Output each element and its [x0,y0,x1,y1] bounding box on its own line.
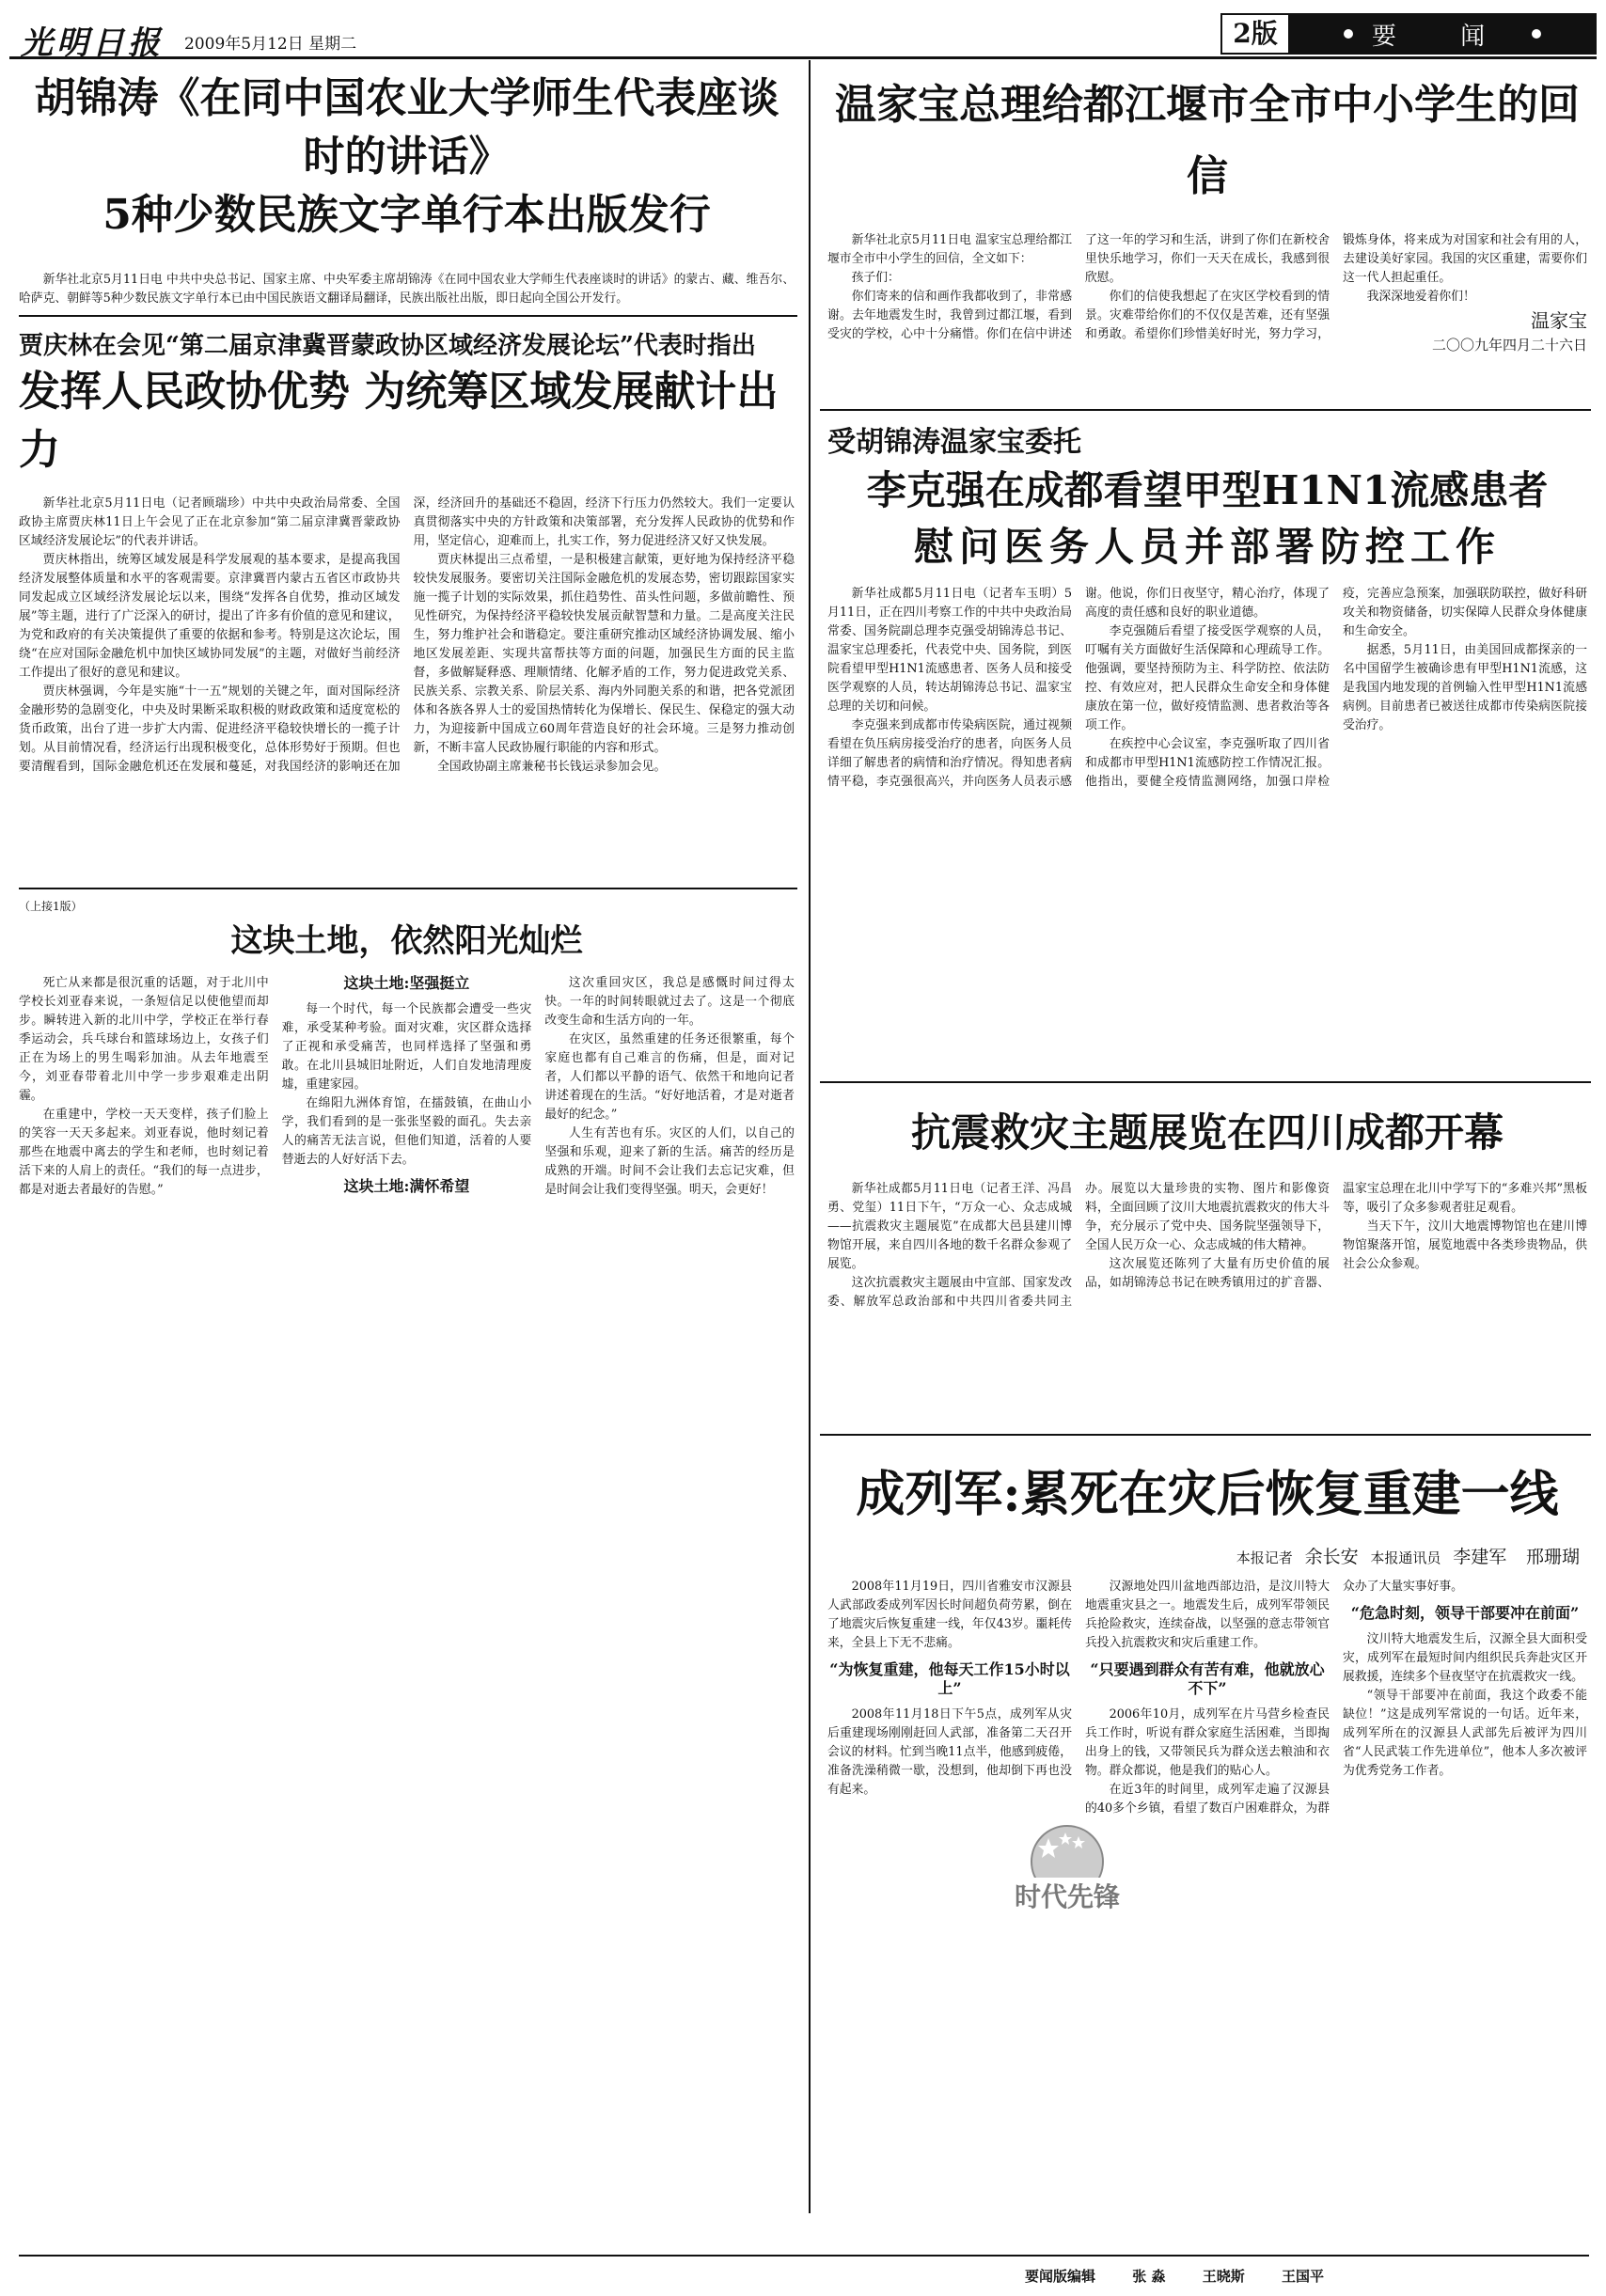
article-cheng-p6: 汶川特大地震发生后，汉源全县大面积受灾，成列军在最短时间内组织民兵奔赴灾区开展救援，连续多个昼夜坚守在抗震救灾一线。 [1343,1632,1587,1684]
article-expo-p1: 新华社成都5月11日电（记者王洋、冯昌勇、党玺）11日下午，“万众一心、众志成城——抗震救灾主题展览”在成都大邑县建川博物馆开展，来自四川各地的数千名群众参观了展览。 [827,1182,1072,1271]
article-land-p4: 在绵阳九洲体育馆，在擂鼓镇，在曲山小学，我们看到的是一张张坚毅的面孔。失去亲人的痛苦无法言说，但他们知道，活着的人要替逝去的人好好活下去。 [281,1096,532,1167]
column-divider [809,60,811,2213]
article-land-p5: 这次重回灾区，我总是感慨时间过得太快。一年的时间转眼就过去了。这是一个彻底改变生命和生活方向的一年。 [544,976,795,1028]
article-cheng-subhead-2: “只要遇到群众有苦有难，他就放心不下” [1090,1660,1325,1697]
article-wen [827,70,1587,399]
article-land-p6: 在灾区，虽然重建的任务还很繁重，每个家庭也都有自己难言的伤痛，但是，面对记者，人们都以平静的语气、依然干和地向记者讲述着现在的生活。“好好地活着，才是对逝者最好的纪念。” [544,1032,795,1122]
article-expo-p2: 这次抗震救灾主题展由中宣部、国家发改委、解放军总政治部和中共四川省委共同主办。展览以大量珍贵的实物、图片和影像资料，全面回顾了汶川大地震抗震救灾的伟大斗争，充分展示了党中央、国务院坚强领导下，全国人民万众一心、众志成城的伟大精神。 [827,1182,1330,1309]
article-wen-p3: 你们寄来的信和画作我都收到了，非常感谢。去年地震发生时，我曾到过都江堰，看到受灾的学校，心中十分痛惜。你们在信中讲述了这一年的学习和生活，讲到了你们在新校舍里快乐地学习，你们一天天在成长，我感到很欣慰。 [827,233,1330,341]
issue-date: 2009年5月12日 星期二 [184,35,357,54]
badge-text: 时代先锋 [1014,1881,1121,1912]
era-pioneer-badge-icon [1014,1819,1121,1918]
editor-name: 张 淼 [1132,2268,1166,2285]
article-cheng-p3: 汉源地处四川盆地西部边沿，是汶川特大地震重灾县之一。地震发生后，成列军带领民兵抢险救灾，连续奋战，以坚强的意志带领官兵投入抗震救灾和灾后重建工作。 [1085,1580,1330,1650]
article-li-title-2: 慰问医务人员并部署防控工作 [913,524,1501,570]
article-cheng-subhead-3: “危急时刻，领导干部要冲在前面” [1350,1604,1580,1622]
article-land-title: 这块土地，依然阳光灿烂 [230,922,583,960]
article-jia-p3: 贾庆林强调，今年是实施“十一五”规划的关键之年，面对国际经济金融形势的急剧变化，中央及时果断采取积极的财政政策和适度宽松的货币政策，出台了进一步扩大内需、促进经济平稳较快增长的一揽子计划。从目前情况看，经济运行出现积极变化，总体形势好于预期。但也要清醒看到，国际金融危机还在发展和蔓延，对我国经济的影响还在加深，经济回升的基础还不稳固，经济下行压力仍然较大。我们一定要认真贯彻落实中央的方针政策和决策部署，充分发挥人民政协的优势和作用，坚定信心，迎难而上，扎实工作，努力促进经济又好又快发展。 [19,496,795,774]
article-wen-date: 二〇〇九年四月二十六日 [1431,337,1587,354]
byline-label: 本报记者 [1236,1549,1293,1566]
article-li-kicker: 受胡锦涛温家宝委托 [827,426,1081,459]
article-land-p3: 每一个时代，每一个民族都会遭受一些灾难，承受某种考验。面对灾难，灾区群众选择了正视和承受痛苦，也同样选择了坚强和勇敢。在北川县城旧址附近，人们自发地清理废墟，重建家园。 [281,1002,532,1092]
page-editors [1025,2266,1356,2286]
article-land [19,898,795,2210]
article-jia-p1: 新华社北京5月11日电（记者顾瑞珍）中共中央政治局常委、全国政协主席贾庆林11日上午会见了正在北京参加“第二届京津冀晋蒙政协区域经济发展论坛”的代表并讲话。 [19,496,401,548]
article-expo-title: 抗震救灾主题展览在四川成都开幕 [910,1109,1504,1156]
section-rule [19,888,797,889]
section-rule [820,409,1591,411]
article-li-p4: 在疾控中心会议室，李克强听取了四川省和成都市甲型H1N1流感防控工作情况汇报。他指出，要健全疫情监测网络，加强口岸检疫，完善应急预案，加强联防联控，做好科研攻关和物资储备，切实保障人民群众身体健康和生命安全。 [1085,587,1587,789]
article-jia [19,329,795,879]
byline-name: 邢珊瑚 [1525,1547,1580,1567]
article-jia-p2: 贾庆林指出，统筹区域发展是科学发展观的基本要求，是提高我国经济发展整体质量和水平的客观需要。京津冀晋内蒙古五省区市政协共同发起成立区域经济发展论坛以来，围绕“发挥各自优势，推动区域发展”等主题，进行了广泛深入的研讨，提出了许多有价值的意见和建议，为党和政府的有关决策提供了重要的依据和参考。特别是这次论坛，围绕“在应对国际金融危机中加快区域协同发展”的主题，对做好当前经济工作提出了很好的意见和建议。 [19,553,401,680]
article-land-subhead-1: 这块土地:坚强挺立 [343,974,470,992]
editor-name: 王国平 [1281,2268,1324,2285]
page-number: 2版 [1222,15,1290,53]
byline-label: 本报通讯员 [1370,1549,1441,1566]
article-cheng-p7: “领导干部要冲在前面，我这个政委不能缺位！”这是成列军常说的一句话。近年来，成列军所在的汉源县人武部先后被评为四川省“人民武装工作先进单位”，他本人多次被评为优秀党务工作者。 [1343,1689,1587,1778]
article-hu-title-1: 胡锦涛《在同中国农业大学师生代表座谈时的讲话》 [34,74,779,181]
byline-name: 李建军 [1453,1547,1507,1567]
article-wen-p4: 你们的信使我想起了在灾区学校看到的情景。灾难带给你们的不仅仅是苦难，还有坚强和勇敢。希望你们珍惜美好时光，努力学习，锻炼身体，将来成为对国家和社会有用的人，去建设美好家园。我国的灾区重建，需要你们这一代人担起重任。 [1085,233,1587,341]
article-land-subhead-2: 这块土地:满怀希望 [343,1177,470,1195]
page-indicator [1220,13,1597,55]
newspaper-logo: 光明日报 [21,24,164,62]
section-rule [820,1434,1591,1436]
article-li-title-1: 李克强在成都看望甲型H1N1流感患者 [866,467,1549,513]
article-expo-p4: 当天下午，汶川大地震博物馆也在建川博物馆聚落开馆，展览地震中各类珍贵物品，供社会公众参观。 [1343,1219,1587,1271]
article-wen-p1: 新华社北京5月11日电 温家宝总理给都江堰市全市中小学生的回信，全文如下： [827,233,1072,266]
article-li [827,423,1587,1072]
article-cheng-p4: 2006年10月，成列军在片马营乡检查民兵工作时，听说有群众家庭生活困难，当即掏出身上的钱，又带领民兵为群众送去粮油和衣物。群众都说，他是我们的贴心人。 [1085,1707,1330,1778]
article-land-p2: 在重建中，学校一天天变样，孩子们脸上的笑容一天天多起来。刘亚春说，他时刻记着那些在地震中离去的学生和老师，也时刻记着活下来的人肩上的责任。“我们的每一点进步，都是对逝去者最好的告慰。” [19,1108,269,1197]
article-jia-kicker: 贾庆林在会见“第二届京津冀晋蒙政协区域经济发展论坛”代表时指出 [19,332,756,360]
section-label-box [1290,15,1595,53]
section-rule [19,315,797,317]
article-jia-p5: 全国政协副主席兼秘书长钱运录参加会见。 [437,760,667,774]
article-expo [827,1095,1587,1424]
article-hu-title-2: 5种少数民族文字单行本出版发行 [102,191,711,239]
article-li-p5: 据悉，5月11日，由美国回成都探亲的一名中国留学生被确诊患有甲型H1N1流感，这是我国内地发现的首例输入性甲型H1N1流感病例。目前患者已被送往成都市传染病医院接受治疗。 [1343,643,1587,732]
section-label: 要 闻 [1371,22,1514,51]
article-land-p7: 人生有苦也有乐。灾区的人们，以自己的坚强和乐观，迎来了新的生活。痛苦的经历是成熟的开端。时间不会让我们去忘记灾难，但是时间会让我们变得坚强。明天，会更好！ [544,1126,795,1197]
article-jia-p4: 贾庆林提出三点希望，一是积极建言献策，更好地为保持经济平稳较快发展服务。要密切关注国际金融危机的发展态势，密切跟踪国家实施一揽子计划的实际效果，抓住趋势性、苗头性问题，多做前瞻性、预见性研究，为保持经济平稳较快发展贡献智慧和力量。二是高度关注民生，努力维护社会和谐稳定。要注重研究推动区域经济协调发展、缩小地区发展差距、实现共富帮扶等方面的问题，加强民生方面的民主监督，多做解疑释惑、理顺情绪、化解矛盾的工作，努力促进政党关系、民族关系、宗教关系、阶层关系、海内外同胞关系的和谐，把各党派团体和各族各界人士的爱国热情转化为保增长、保民生、保稳定的强大动力，为迎接新中国成立60周年营造良好的社会环境。三是努力推动创新，不断丰富人民政协履行职能的内容和形式。 [413,553,795,755]
masthead [9,9,1597,62]
bullet-icon [1344,29,1353,39]
bullet-icon [1532,29,1541,39]
article-li-p1: 新华社成都5月11日电（记者车玉明）5月11日，正在四川考察工作的中共中央政治局常委、国务院副总理李克强受胡锦涛总书记、温家宝总理委托，代表党中央、国务院，到医院看望甲型H1N1流感患者、医务人员和接受医学观察的人员，转达胡锦涛总书记、温家宝总理的关切和问候。 [827,587,1072,714]
byline-name: 余长安 [1304,1547,1359,1567]
article-li-p2: 李克强来到成都市传染病医院，通过视频看望在负压病房接受治疗的患者，向医务人员详细了解患者的病情和治疗情况。得知患者病情平稳，李克强很高兴，并向医务人员表示感谢。他说，你们日夜坚守，精心治疗，体现了高度的责任感和良好的职业道德。 [827,587,1330,789]
article-jia-title: 发挥人民政协优势 为统筹区域发展献计出力 [19,368,779,474]
article-cheng-p5: 在近3年的时间里，成列军走遍了汉源县的40多个乡镇，看望了数百户困难群众，为群众办了大量实事好事。 [1085,1580,1463,1816]
article-cheng [827,1453,1587,2205]
article-wen-title: 温家宝总理给都江堰市全市中小学生的回信 [835,81,1580,200]
article-cheng-p2: 2008年11月18日下午5点，成列军从灾后重建现场刚刚赶回人武部，准备第二天召开会议的材料。忙到当晚11点半，他感到疲倦，准备洗澡稍微一歇，没想到，他却倒下再也没有起来。 [827,1707,1072,1797]
article-hu-body: 新华社北京5月11日电 中共中央总书记、国家主席、中央军委主席胡锦涛《在同中国农业大学师生代表座谈时的讲话》的蒙古、藏、维吾尔、哈萨克、朝鲜等5种少数民族文字单行本已由中国民族语文翻译局翻译，民族出版社出版，即日起向全国公开发行。 [19,273,795,306]
editor-name: 王晓斯 [1202,2268,1245,2285]
footer-rule [19,2255,1589,2257]
article-wen-signature: 温家宝 [1531,309,1587,332]
article-cheng-byline [827,1543,1587,1568]
article-expo-p3: 这次展览还陈列了大量有历史价值的展品，如胡锦涛总书记在映秀镇用过的扩音器、温家宝总理在北川中学写下的“多难兴邦”黑板等，吸引了众多参观者驻足观看。 [1085,1182,1587,1290]
editor-label: 要闻版编辑 [1025,2268,1096,2285]
article-li-p3: 李克强随后看望了接受医学观察的人员，叮嘱有关方面做好生活保障和心理疏导工作。他强调，要坚持预防为主、科学防控、依法防控、有效应对，把人民群众生命安全和身体健康放在第一位，做好疫情监测、患者救治等各项工作。 [1085,624,1330,732]
article-cheng-subhead-1: “为恢复重建，他每天工作15小时以上” [829,1660,1070,1697]
article-wen-p2: 孩子们： [851,271,900,285]
article-land-tag: （上接1版） [19,900,83,913]
article-cheng-title: 成列军:累死在灾后恢复重建一线 [856,1466,1559,1523]
article-cheng-p1: 2008年11月19日，四川省雅安市汉源县人武部政委成列军因长时间超负荷劳累，倒在了地震灾后恢复重建一线，年仅43岁。噩耗传来，全县上下无不悲痛。 [827,1580,1072,1650]
article-wen-p5: 我深深地爱着你们！ [1366,290,1475,304]
section-rule [820,1081,1591,1083]
article-hu [19,70,795,309]
article-land-p1: 死亡从来都是很沉重的话题，对于北川中学校长刘亚春来说，一条短信足以使他望而却步。瞬转进入新的北川中学，学校正在举行春季运动会，兵乓球台和篮球场边上，女孩子们正在为场上的男生喝彩加油。从去年地震至今，刘亚春带着北川中学一步步艰难走出阴霾。 [19,976,269,1103]
